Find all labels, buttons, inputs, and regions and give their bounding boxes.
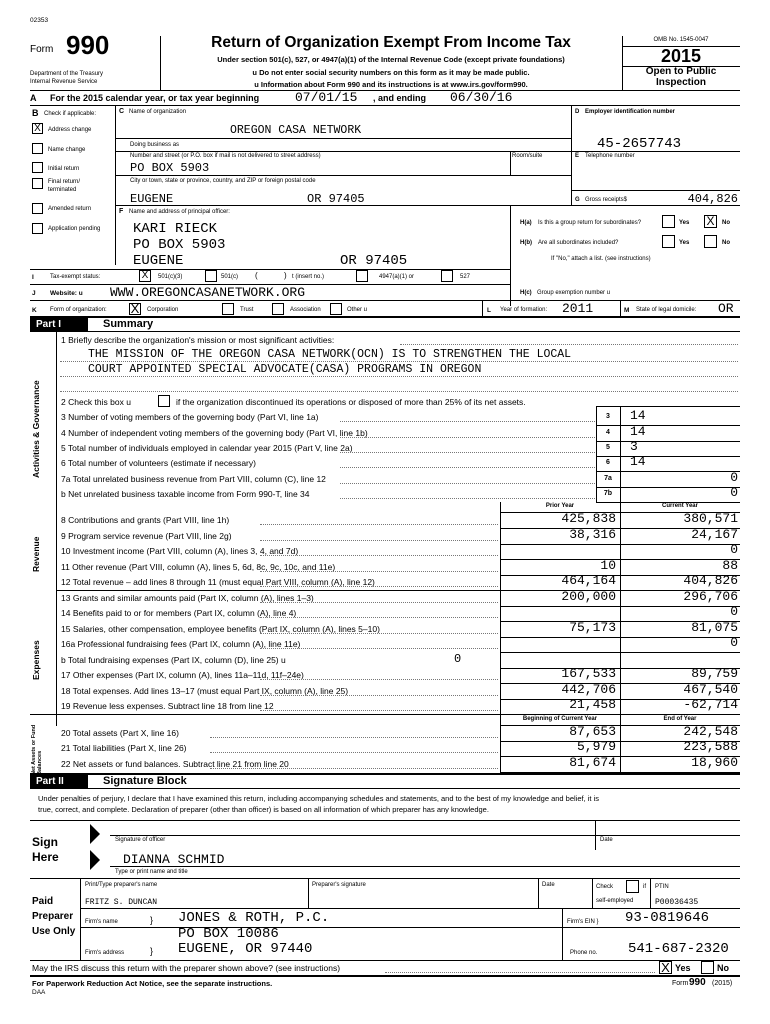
hc-text: Group exemption number u — [537, 290, 611, 296]
ein-value: 45-2657743 — [597, 136, 682, 152]
ha-label: H(a) — [520, 220, 532, 226]
org-name-label: Name of organization — [129, 109, 187, 115]
final-return-label: Final return/ terminated — [48, 179, 81, 193]
i-label: I — [32, 274, 34, 281]
perjury-line1: Under penalties of perjury, I declare that I have examined this return, including accompanying schedules and statements, and to the best of my knowledge and belief, it is — [38, 794, 600, 803]
current-year-value: 467,540 — [683, 682, 738, 697]
current-year-value: 88 — [722, 558, 738, 573]
ha-text: Is this a group return for subordinates? — [538, 220, 642, 226]
city-label: City or town, state or province, country, and ZIP or foreign postal code — [130, 178, 316, 184]
financial-line-label: 8 Contributions and grants (Part VIII, line 1h) — [61, 515, 230, 525]
prior-year-value: 21,458 — [569, 697, 616, 712]
governance-line-number: 4 — [606, 429, 610, 436]
prior-year-value: 425,838 — [561, 511, 616, 526]
trust-checkbox[interactable] — [222, 303, 234, 315]
col-rule — [500, 714, 501, 773]
hb-note: If "No," attach a list. (see instructions) — [551, 256, 651, 262]
dba-label: Doing business as — [130, 142, 180, 148]
governance-line-value: 14 — [630, 454, 646, 469]
check-applicable: Check if applicable: — [44, 111, 97, 117]
501c3-label: 501(c)(3) — [158, 274, 183, 280]
current-year-value: 296,706 — [683, 589, 738, 604]
preparer-phone: 541-687-2320 — [628, 941, 729, 957]
l-label: L — [487, 307, 491, 314]
governance-line-number: 7a — [604, 475, 612, 482]
governance-line-label: 3 Number of voting members of the governing body (Part VI, line 1a) — [61, 412, 319, 422]
prior-year-value: 75,173 — [569, 620, 616, 635]
leader-dots — [210, 737, 498, 738]
firm-name-label: Firm's name — [85, 919, 118, 925]
other-checkbox[interactable] — [330, 303, 342, 315]
form-title: Return of Organization Exempt From Income Tax — [211, 34, 571, 51]
gross-label: Gross receipts$ — [585, 197, 628, 203]
line-a-label: A — [30, 93, 37, 103]
other-label: Other u — [347, 307, 368, 313]
final-return-checkbox[interactable] — [32, 178, 43, 189]
room-label: Room/suite — [512, 153, 543, 159]
current-year-value: -62,714 — [683, 697, 738, 712]
firm-ein: 93-0819646 — [625, 910, 710, 926]
hb-text: Are all subordinates included? — [538, 240, 619, 246]
end-year-value: 242,548 — [683, 724, 738, 739]
preparer-name-label: Print/Type preparer's name — [85, 882, 158, 888]
end-year-value: 18,960 — [691, 755, 738, 770]
use-only-label: Use Only — [32, 926, 76, 937]
hb-yes-label: Yes — [679, 240, 690, 246]
hc-label: H(c) — [520, 290, 532, 296]
sign-label: Sign — [32, 835, 58, 849]
firm-address-line2: EUGENE, OR 97440 — [178, 941, 313, 957]
firm-address-label: Firm's address — [85, 950, 125, 956]
row-rule — [30, 714, 500, 715]
officer-city: EUGENE — [133, 253, 184, 269]
footer-form-number: 990 — [689, 977, 706, 988]
governance-line-number: 3 — [606, 413, 610, 420]
paren-open: ( — [255, 271, 258, 280]
year-formation-label: Year of formation: — [500, 307, 548, 313]
info-note: u Information about Form 990 and its instructions is at www.irs.gov/form990. — [254, 80, 528, 89]
begin-year-value: 81,674 — [569, 755, 616, 770]
governance-line-value: 0 — [730, 485, 738, 500]
officer-name: KARI RIECK — [133, 221, 218, 237]
governance-line-value: 14 — [630, 408, 646, 423]
current-year-value: 24,167 — [691, 527, 738, 542]
leader-dots — [210, 752, 498, 753]
daa-label: DAA — [32, 989, 46, 996]
discuss-no-label: No — [717, 963, 729, 973]
address-change-checkbox[interactable]: X — [32, 123, 43, 134]
m-label: M — [624, 307, 630, 314]
governance-line-value: 3 — [630, 439, 638, 454]
end-year-header: End of Year — [663, 716, 697, 722]
prior-year-value: 38,316 — [569, 527, 616, 542]
527-label: 527 — [460, 274, 471, 280]
col-rule — [620, 502, 621, 714]
col-rule — [620, 714, 621, 773]
check-label: Check — [596, 884, 614, 890]
ha-no-label: No — [722, 220, 730, 226]
4947-checkbox[interactable] — [356, 270, 368, 282]
governance-line-label: b Net unrelated business taxable income from Form 990-T, line 34 — [61, 489, 310, 499]
side-activities: Activities & Governance — [31, 380, 41, 478]
financial-line-label: 10 Investment income (Part VIII, column (A), lines 3, 4, and 7d) — [61, 546, 299, 556]
preparer-label: Preparer — [32, 911, 74, 922]
leader-dots — [340, 452, 595, 453]
col-rule — [500, 502, 501, 714]
website-label: Website: u — [50, 290, 83, 297]
leader-dots — [260, 710, 498, 711]
self-employed-label: self-employed — [596, 898, 634, 904]
application-pending-label: Application pending — [48, 226, 101, 232]
amended-return-checkbox[interactable] — [32, 203, 43, 214]
d-label: D — [575, 109, 580, 115]
501c3-checkbox[interactable]: X — [139, 270, 151, 282]
line2-text-b: if the organization discontinued its operations or disposed of more than 25% of its net assets. — [176, 397, 526, 407]
current-year-value: 0 — [730, 604, 738, 619]
part2-label: Part II — [30, 775, 88, 788]
side-revenue: Revenue — [31, 536, 41, 572]
footer-form-word: Form — [672, 980, 689, 987]
leader-dots — [260, 633, 498, 634]
governance-line-label: 7a Total unrelated business revenue from Part VIII, column (C), line 12 — [61, 474, 326, 484]
prior-year-value: 10 — [600, 558, 616, 573]
here-label: Here — [32, 850, 59, 864]
leader-dots — [260, 555, 498, 556]
corporation-label: Corporation — [147, 307, 179, 313]
org-city: EUGENE — [130, 192, 174, 206]
form-word: Form — [30, 44, 54, 55]
tax-year-begin: 07/01/15 — [295, 90, 358, 105]
501c-checkbox[interactable] — [205, 270, 217, 282]
row-rule — [596, 425, 740, 426]
current-year-value: 89,759 — [691, 666, 738, 681]
begin-year-value: 87,653 — [569, 724, 616, 739]
line2-text: 2 Check this box u — [61, 397, 131, 407]
prior-year-value: 442,706 — [561, 682, 616, 697]
inspection: Inspection — [655, 77, 706, 88]
domicile-label: State of legal domicile: — [636, 307, 697, 313]
line1-text: 1 Briefly describe the organization's mission or most significant activities: — [61, 335, 335, 345]
form-code: 02353 — [30, 17, 49, 24]
governance-line-value: 14 — [630, 424, 646, 439]
firm-name: JONES & ROTH, P.C. — [178, 910, 330, 926]
insert-no-label: t (insert no.) — [292, 274, 325, 280]
dept-treasury: Department of the Treasury — [30, 71, 104, 77]
sign-arrows — [88, 822, 102, 872]
current-year-value: 0 — [730, 542, 738, 557]
discuss-no-checkbox[interactable] — [701, 961, 714, 974]
domicile-state: OR — [718, 301, 734, 316]
discuss-yes-checkbox[interactable]: X — [659, 961, 672, 974]
ha-yes-label: Yes — [679, 220, 690, 226]
leader-dots — [260, 617, 498, 618]
footer-form-year: (2015) — [712, 980, 733, 987]
end-year-value: 223,588 — [683, 739, 738, 754]
leader-dots — [260, 648, 498, 649]
discontinued-checkbox[interactable] — [158, 395, 170, 407]
phone-label: Telephone number — [585, 153, 635, 159]
association-checkbox[interactable] — [272, 303, 284, 315]
governance-line-number: 5 — [606, 444, 610, 451]
financial-line-label: 19 Revenue less expenses. Subtract line 18 from line 12 — [61, 701, 274, 711]
type-name-label: Type or print name and title — [115, 869, 188, 875]
current-year-value: 0 — [730, 635, 738, 650]
leader-dots — [260, 679, 498, 680]
hb-label: H(b) — [520, 240, 532, 246]
current-year-value: 404,826 — [683, 573, 738, 588]
row-rule — [596, 456, 740, 457]
year-formation: 2011 — [562, 301, 594, 316]
trust-label: Trust — [240, 307, 254, 313]
side-net-assets: Net Assets or Fund Balances — [31, 724, 43, 775]
current-year-value: 380,571 — [683, 511, 738, 526]
paid-label: Paid — [32, 896, 54, 907]
officer-state-zip: OR 97405 — [340, 253, 408, 269]
amended-return-label: Amended return — [48, 206, 92, 212]
preparer-signature-label: Preparer's signature — [312, 882, 366, 888]
governance-line-number: 6 — [606, 459, 610, 466]
ptin-label: PTIN — [655, 884, 669, 890]
side-expenses: Expenses — [31, 640, 41, 680]
prior-year-value: 200,000 — [561, 589, 616, 604]
sign-date-label: Date — [600, 837, 613, 843]
street-label: Number and street (or P.O. box if mail is not delivered to street address) — [130, 153, 321, 159]
discuss-question: May the IRS discuss this return with the preparer shown above? (see instructions) — [32, 963, 341, 973]
leader-dots — [340, 467, 595, 468]
if-label: if — [643, 884, 646, 890]
preparer-date-label: Date — [542, 882, 555, 888]
financial-line-label: b Total fundraising expenses (Part IX, column (D), line 25) u — [61, 655, 286, 665]
prior-year-value: 167,533 — [561, 666, 616, 681]
governance-line-label: 4 Number of independent voting members of the governing body (Part VI, line 1b) — [61, 428, 368, 438]
firm-ein-label: Firm's EIN } — [567, 919, 599, 925]
financial-line-label: 17 Other expenses (Part IX, column (A), lines 11a–11d, 11f–24e) — [61, 670, 304, 680]
ein-label: Employer identification number — [585, 109, 676, 115]
row-rule — [596, 441, 740, 442]
gross-receipts: 404,826 — [687, 192, 738, 206]
leader-dots — [260, 524, 498, 525]
leader-dots — [260, 540, 498, 541]
governance-line-value: 0 — [730, 470, 738, 485]
part1-label: Part I — [30, 318, 88, 331]
form-number: 990 — [66, 30, 110, 60]
hb-no-label: No — [722, 240, 730, 246]
j-label: J — [32, 290, 36, 297]
financial-line-label: 16a Professional fundraising fees (Part IX, column (A), line 11e) — [61, 639, 301, 649]
col-rule — [596, 406, 597, 502]
row-rule — [56, 590, 500, 591]
net-asset-line-label: 20 Total assets (Part X, line 16) — [61, 728, 179, 738]
line-a-text: For the 2015 calendar year, or tax year beginning — [50, 93, 260, 103]
paperwork-notice: For Paperwork Reduction Act Notice, see the separate instructions. — [32, 979, 273, 988]
officer-signature-label: Signature of officer — [115, 837, 166, 843]
leader-dots — [340, 498, 595, 499]
tax-year: 2015 — [660, 46, 702, 66]
name-change-checkbox[interactable] — [32, 143, 43, 154]
4947-label: 4947(a)(1) or — [379, 274, 415, 280]
officer-label: Name and address of principal officer: — [129, 209, 230, 215]
line16b-value: 0 — [454, 652, 462, 666]
ha-yes-checkbox[interactable] — [662, 215, 675, 228]
begin-year-value: 5,979 — [576, 739, 616, 754]
prior-year-value: 464,164 — [561, 573, 616, 588]
association-label: Association — [290, 307, 321, 313]
form-subtitle: Under section 501(c), 527, or 4947(a)(1) of the Internal Revenue Code (except private foundations) — [217, 55, 565, 64]
dept-irs: Internal Revenue Service — [30, 79, 98, 85]
initial-return-label: Initial return — [48, 166, 80, 172]
corporation-checkbox[interactable]: X — [130, 301, 140, 316]
and-ending: , and ending — [373, 93, 426, 103]
net-asset-line-label: 22 Net assets or fund balances. Subtract line 21 from line 20 — [61, 759, 289, 769]
current-year-value: 81,075 — [691, 620, 738, 635]
governance-line-label: 5 Total number of individuals employed in calendar year 2015 (Part V, line 2a) — [61, 443, 353, 453]
financial-line-label: 18 Total expenses. Add lines 13–17 (must equal Part IX, column (A), line 25) — [61, 686, 349, 696]
row-rule — [596, 406, 740, 407]
leader-dots — [340, 483, 595, 484]
governance-line-label: 6 Total number of volunteers (estimate if necessary) — [61, 458, 256, 468]
officer-street: PO BOX 5903 — [133, 237, 226, 253]
hb-yes-checkbox[interactable] — [662, 235, 675, 248]
financial-line-label: 15 Salaries, other compensation, employee benefits (Part IX, column (A), lines 5–10) — [61, 624, 380, 634]
discuss-yes-label: Yes — [675, 963, 691, 973]
ssn-note: u Do not enter social security numbers on this form as it may be made public. — [252, 68, 530, 77]
omb-number: OMB No. 1545-0047 — [653, 37, 709, 43]
org-name: OREGON CASA NETWORK — [230, 124, 362, 137]
tax-exempt-label: Tax-exempt status: — [50, 274, 101, 280]
part1-title: Summary — [103, 318, 154, 330]
leader-dots — [340, 437, 595, 438]
leader-dots — [260, 695, 498, 696]
tax-year-end: 06/30/16 — [450, 90, 513, 105]
perjury-line2: true, correct, and complete. Declaration of preparer (other than officer) is based on all information of which preparer has any knowledge. — [38, 805, 489, 814]
financial-line-label: 12 Total revenue – add lines 8 through 11 (must equal Part VIII, column (A), line 12) — [61, 577, 375, 587]
begin-year-header: Beginning of Current Year — [522, 716, 598, 722]
hb-no-checkbox[interactable] — [704, 235, 717, 248]
financial-line-label: 11 Other revenue (Part VIII, column (A), lines 5, 6d, 8c, 9c, 10c, and 11e) — [61, 562, 336, 572]
prior-year-header: Prior Year — [545, 503, 575, 509]
mission-line1: THE MISSION OF THE OREGON CASA NETWORK(OCN) IS TO STRENGTHEN THE LOCAL — [88, 348, 572, 361]
website-value[interactable]: WWW.OREGONCASANETWORK.ORG — [110, 285, 306, 300]
e-label: E — [575, 153, 580, 159]
form-of-org-label: Form of organization: — [50, 307, 107, 313]
application-pending-checkbox[interactable] — [32, 223, 43, 234]
mission-line2: COURT APPOINTED SPECIAL ADVOCATE(CASA) PROGRAMS IN OREGON — [88, 363, 482, 376]
governance-line-number: 7b — [603, 490, 613, 497]
net-asset-line-label: 21 Total liabilities (Part X, line 26) — [61, 743, 187, 753]
current-year-header: Current Year — [662, 503, 698, 509]
leader-dots — [260, 602, 498, 603]
leader-dots — [340, 421, 595, 422]
line-b-label: B — [32, 108, 39, 118]
preparer-name: FRITZ S. DUNCAN — [85, 898, 158, 907]
c-label: C — [119, 108, 125, 115]
g-label: G — [575, 197, 580, 203]
leader-dots — [260, 586, 498, 587]
col-rule — [620, 406, 621, 502]
ha-no-checkbox[interactable]: X — [704, 215, 717, 228]
financial-line-label: 14 Benefits paid to or for members (Part IX, column (A), line 4) — [61, 608, 297, 618]
leader-dots — [210, 768, 498, 769]
row-rule — [596, 502, 740, 503]
address-change-label: Address change — [48, 127, 92, 133]
ptin-value: P00036435 — [655, 898, 699, 907]
officer-signer-name: DIANNA SCHMID — [123, 852, 225, 867]
firm-address-line1: PO BOX 10086 — [178, 926, 279, 942]
org-state-zip: OR 97405 — [307, 192, 365, 206]
initial-return-checkbox[interactable] — [32, 162, 43, 173]
self-employed-checkbox[interactable] — [626, 880, 639, 893]
k-label: K — [32, 307, 37, 314]
527-checkbox[interactable] — [441, 270, 453, 282]
paren-close: ) — [284, 271, 287, 280]
leader-dots — [260, 571, 498, 572]
financial-line-label: 9 Program service revenue (Part VIII, line 2g) — [61, 531, 232, 541]
org-street: PO BOX 5903 — [130, 161, 210, 175]
f-label: F — [119, 208, 124, 215]
open-public: Open to Public — [645, 66, 717, 77]
part2-title: Signature Block — [103, 775, 187, 787]
phone-no-label: Phone no. — [570, 950, 598, 956]
name-change-label: Name change — [48, 147, 86, 153]
financial-line-label: 13 Grants and similar amounts paid (Part IX, column (A), lines 1–3) — [61, 593, 314, 603]
501c-label: 501(c) — [221, 274, 239, 280]
